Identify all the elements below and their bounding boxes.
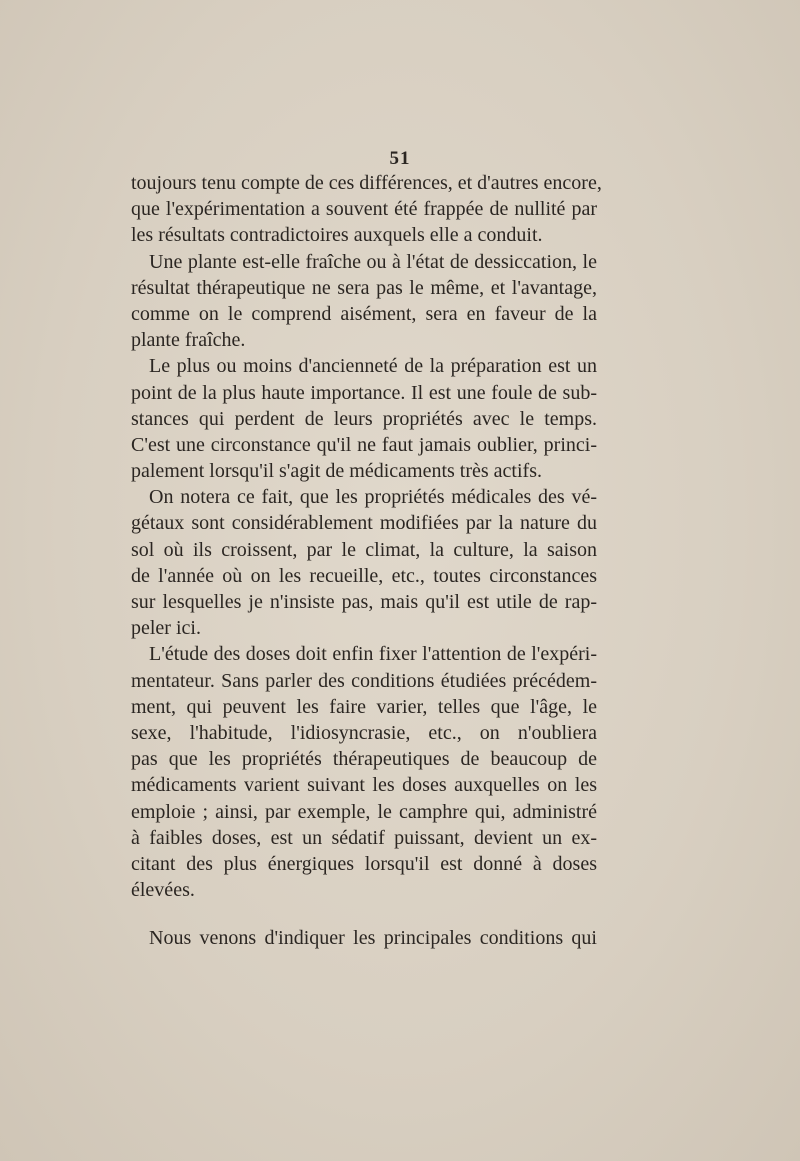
text-line: élevées. (131, 879, 195, 902)
text-line: que l'expérimentation a souvent été frappée de nullité par (131, 198, 597, 221)
text-line: stances qui perdent de leurs propriétés avec le temps. (131, 407, 597, 430)
text-line: Une plante est-elle fraîche ou à l'état de dessiccation, le (149, 250, 597, 273)
text-line: citant des plus énergiques lorsqu'il est donné à doses (131, 852, 597, 875)
paragraph-gap (131, 903, 597, 925)
text-line: L'étude des doses doit enfin fixer l'attention de l'expéri- (149, 643, 597, 666)
text-line: C'est une circonstance qu'il ne faut jamais oublier, princi- (131, 433, 597, 456)
text-line: les résultats contradictoires auxquels elle a conduit. (131, 224, 543, 247)
text-line: palement lorsqu'il s'agit de médicaments très actifs. (131, 460, 542, 483)
text-line: comme on le comprend aisément, sera en faveur de la (131, 302, 597, 325)
text-line: Le plus ou moins d'ancienneté de la préparation est un (149, 355, 597, 378)
text-line: à faibles doses, est un sédatif puissant, devient un ex- (131, 826, 597, 849)
paragraph (131, 925, 597, 951)
text-line: de l'année où on les recueille, etc., toutes circonstances (131, 564, 597, 587)
text-line: point de la plus haute importance. Il est une foule de sub- (131, 381, 597, 404)
body-text (131, 170, 602, 951)
text-line: sur lesquelles je n'insiste pas, mais qu'il est utile de rap- (131, 591, 597, 613)
text-line: résultat thérapeutique ne sera pas le même, et l'avantage, (131, 276, 597, 299)
text-line: mentateur. Sans parler des conditions étudiées précédem- (131, 669, 597, 692)
page-number: 51 (389, 148, 411, 169)
text-line: pas que les propriétés thérapeutiques de beaucoup de (131, 748, 597, 771)
text-line: gétaux sont considérablement modifiées par la nature du (131, 512, 597, 535)
text-line: emploie ; ainsi, par exemple, le camphre qui, administré (131, 800, 597, 823)
text-line: On notera ce fait, que les propriétés médicales des vé- (149, 486, 597, 509)
text-line: toujours tenu compte de ces différences, et d'autres encore, (131, 172, 602, 194)
text-line: peler ici. (131, 617, 201, 640)
text-line: sol où ils croissent, par le climat, la culture, la saison (131, 538, 597, 561)
text-line: sexe, l'habitude, l'idiosyncrasie, etc., on n'oubliera (131, 721, 597, 744)
text-line: médicaments varient suivant les doses auxquelles on les (131, 774, 597, 797)
paragraph (131, 641, 597, 903)
text-line: Nous venons d'indiquer les principales conditions qui (149, 927, 597, 950)
text-line: plante fraîche. (131, 329, 246, 352)
text-line: ment, qui peuvent les faire varier, telles que l'âge, le (131, 695, 597, 718)
paragraph (131, 484, 597, 641)
paragraph (131, 249, 597, 354)
paragraph (131, 170, 602, 249)
paragraph (131, 353, 597, 484)
